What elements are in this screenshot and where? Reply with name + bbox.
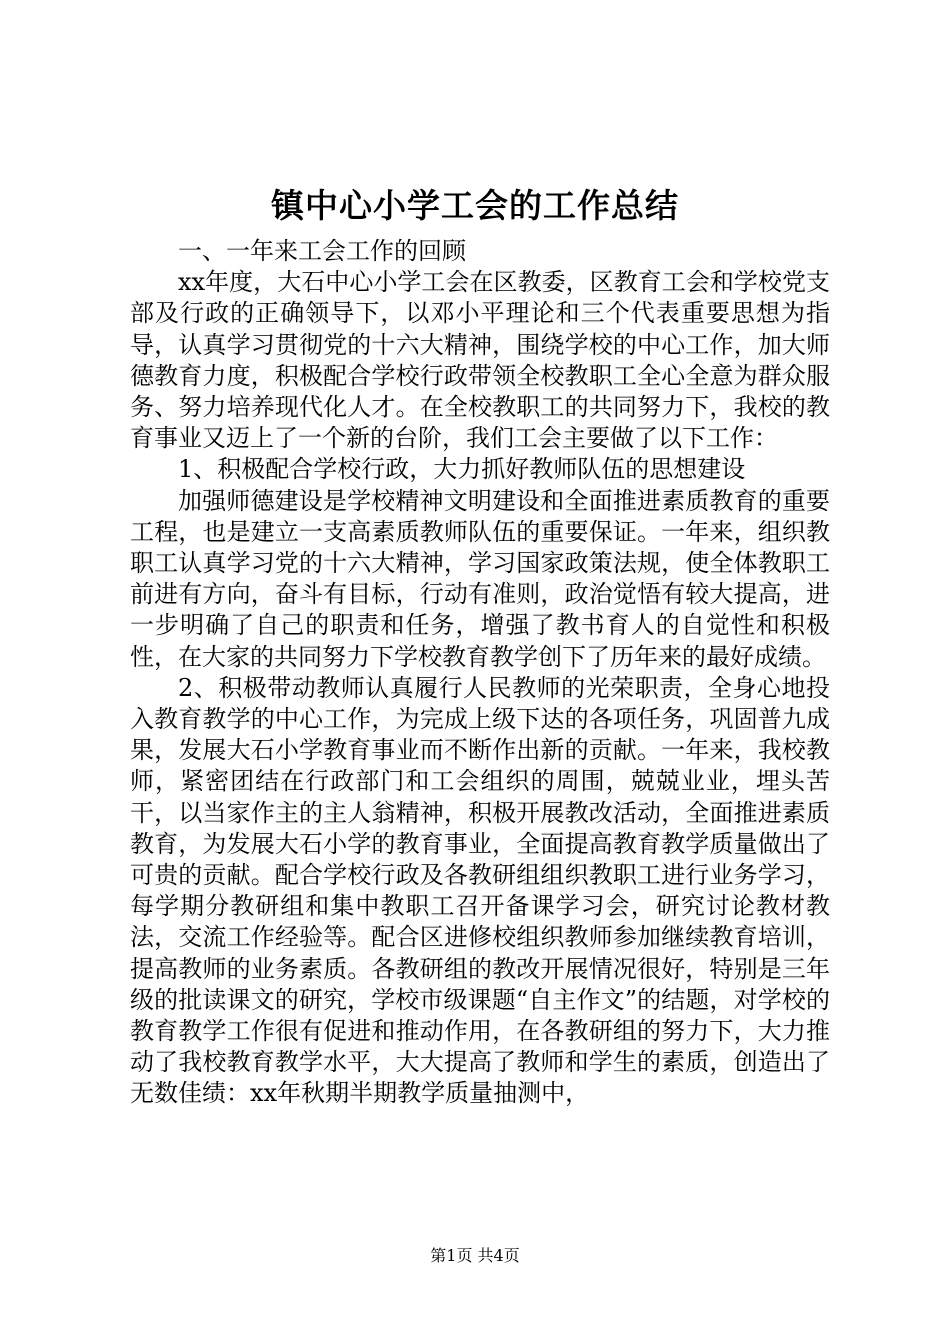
document-body — [130, 236, 830, 1110]
document-title: 镇中心小学工会的工作总结 — [271, 186, 679, 225]
page-footer: 第1页 共4页 — [430, 1246, 520, 1265]
paragraph-duties: 2、积极带动教师认真履行人民教师的光荣职责，全身心地投入教育教学的中心工作，为完成上级下达的各项任务，巩固普九成果，发展大石小学教育事业而不断作出新的贡献。一年来，我校教师，紧密团结在行政部门和工会组织的周围，兢兢业业，埋头苦干，以当家作主的主人翁精神，积极开展教改活动，全面推进素质教育，为发展大石小学的教育事业，全面提高教育教学质量做出了可贵的贡献。配合学校行政及各教研组组织教职工进行业务学习，每学期分教研组和集中教职工召开备课学习会，研究讨论教材教法，交流工作经验等。配合区进修校组织教师参加继续教育培训，提高教师的业务素质。各教研组的教改开展情况很好，特别是三年级的批读课文的研究，学校市级课题“自主作文”的结题，对学校的教育教学工作很有促进和推动作用，在各教研组的努力下，大力推动了我校教育教学水平，大大提高了教师和学生的素质，创造出了无数佳绩：xx年秋期半期教学质量抽测中， — [130, 673, 830, 1108]
section-heading: 一、一年来工会工作的回顾 — [178, 237, 466, 265]
paragraph-ethics: 加强师德建设是学校精神文明建设和全面推进素质教育的重要工程，也是建立一支高素质教师队伍的重要保证。一年来，组织教职工认真学习党的十六大精神，学习国家政策法规，使全体教职工前进有方向，奋斗有目标，行动有准则，政治觉悟有较大提高，进一步明确了自己的职责和任务，增强了教书育人的自觉性和积极性，在大家的共同努力下学校教育教学创下了历年来的最好成绩。 — [130, 486, 830, 671]
paragraph-intro: xx年度，大石中心小学工会在区教委，区教育工会和学校党支部及行政的正确领导下，以邓小平理论和三个代表重要思想为指导，认真学习贯彻党的十六大精神，围绕学校的中心工作，加大师德教育力度，积极配合学校行政带领全校教职工全心全意为群众服务、努力培养现代化人才。在全校教职工的共同努力下，我校的教育事业又迈上了一个新的台阶，我们工会主要做了以下工作： — [130, 268, 830, 453]
subheading-1: 1、积极配合学校行政，大力抓好教师队伍的思想建设 — [178, 455, 746, 484]
